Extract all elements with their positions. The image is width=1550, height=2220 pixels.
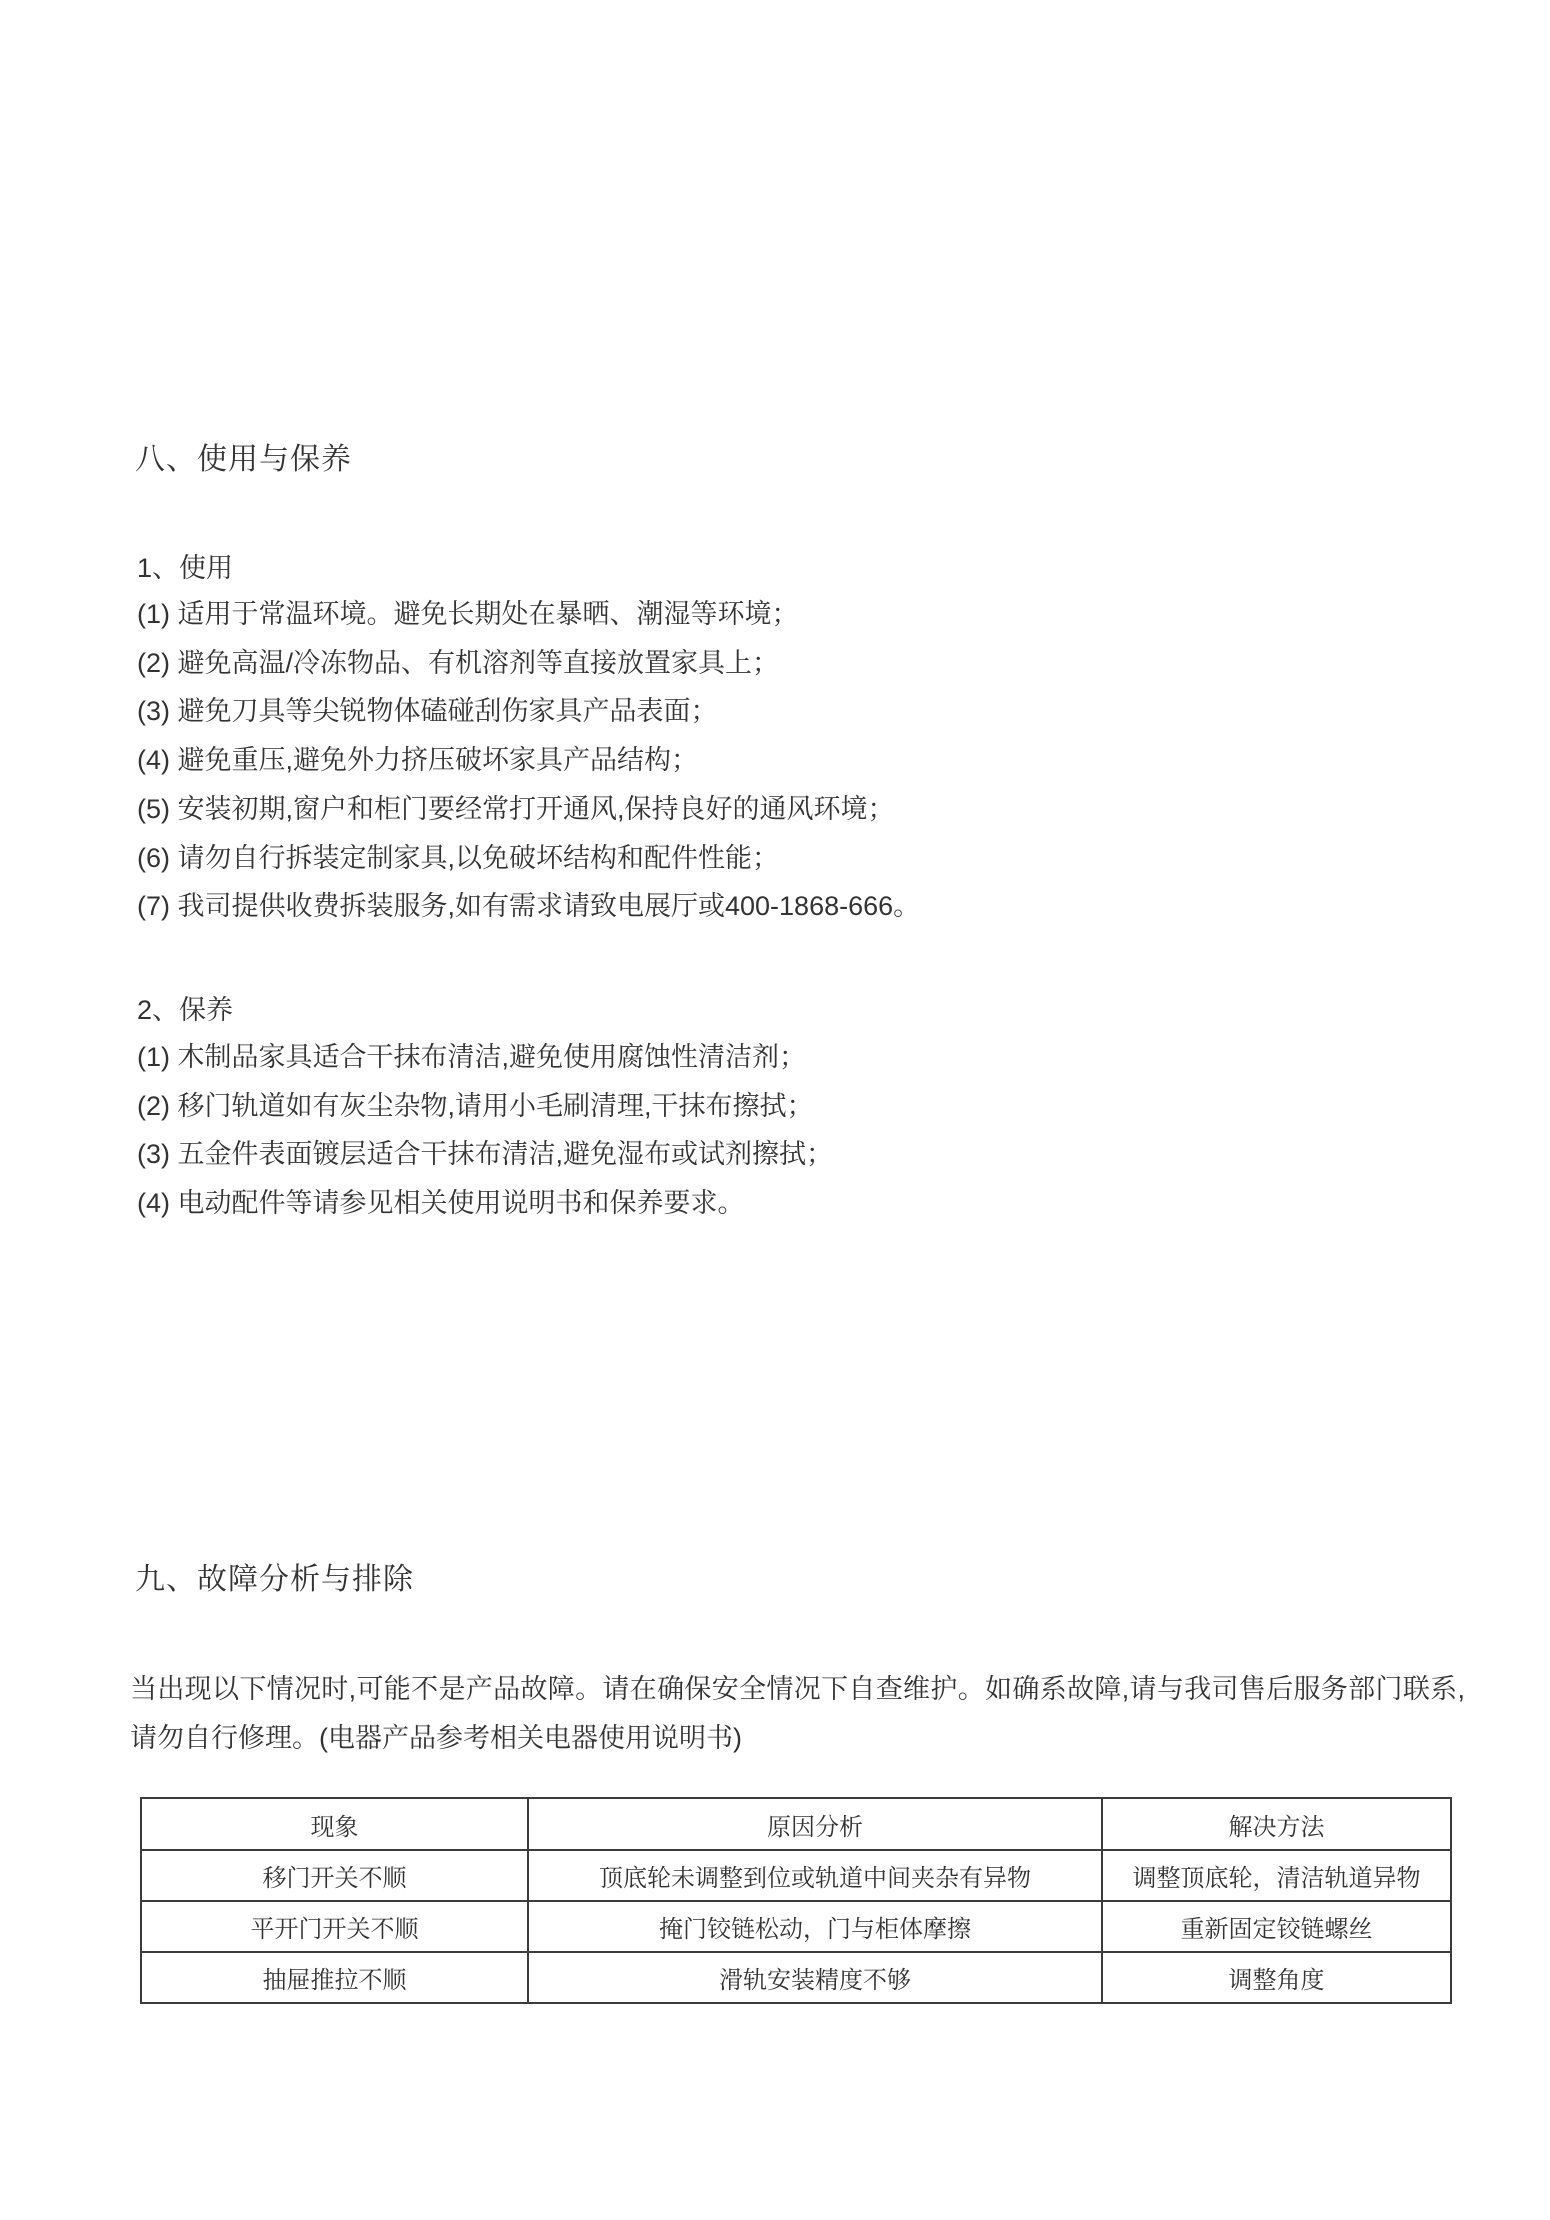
table-cell-phenomenon: 抽屉推拉不顺 — [141, 1952, 528, 2003]
list-item: (5) 安装初期,窗户和柜门要经常打开通风,保持良好的通风环境； — [137, 793, 895, 824]
table-header-row — [141, 1798, 1451, 1850]
list-item: (1) 适用于常温环境。避免长期处在暴晒、潮湿等环境； — [137, 599, 799, 629]
table-row — [141, 1901, 1451, 1952]
list-item: (2) 移门轨道如有灰尘杂物,请用小毛刷清理,干抹布擦拭； — [137, 1090, 814, 1121]
list-item: (4) 电动配件等请参见相关使用说明书和保养要求。 — [137, 1188, 745, 1219]
list-item: (6) 请勿自行拆装定制家具,以免破坏结构和配件性能； — [137, 842, 780, 873]
list-item: (7) 我司提供收费拆装服务,如有需求请致电展厅或400-1868-666。 — [137, 891, 921, 922]
table-cell-phenomenon: 移门开关不顺 — [141, 1850, 528, 1901]
list-item: (3) 避免刀具等尖锐物体磕碰刮伤家具产品表面； — [137, 696, 718, 727]
table-header-cell: 原因分析 — [528, 1798, 1102, 1850]
table-row — [141, 1952, 1451, 2003]
table-cell-cause: 掩门铰链松动，门与柜体摩擦 — [528, 1901, 1102, 1952]
table-cell-solution: 调整顶底轮，清洁轨道异物 — [1102, 1850, 1451, 1901]
troubleshooting-table — [140, 1797, 1452, 2004]
table-cell-cause: 顶底轮未调整到位或轨道中间夹杂有异物 — [528, 1850, 1102, 1901]
usage-list — [137, 590, 1470, 931]
table-header-cell: 解决方法 — [1102, 1798, 1451, 1850]
table-cell-cause: 滑轨安装精度不够 — [528, 1952, 1102, 2003]
section9-title: 九、故障分析与排除 — [135, 1563, 414, 1596]
intro-paragraph: 当出现以下情况时,可能不是产品故障。请在确保安全情况下自查维护。如确系故障,请与我司售后服务部门联系,请勿自行修理。(电器产品参考相关电器使用说明书) — [130, 1674, 1465, 1753]
care-subsection-title: 2、保养 — [137, 995, 234, 1025]
table-cell-phenomenon: 平开门开关不顺 — [141, 1901, 528, 1952]
list-item: (2) 避免高温/冷冻物品、有机溶剂等直接放置家具上； — [137, 647, 780, 678]
table-cell-solution: 重新固定铰链螺丝 — [1102, 1901, 1451, 1952]
list-item: (1) 木制品家具适合干抹布清洁,避免使用腐蚀性清洁剂； — [137, 1042, 807, 1072]
care-list — [137, 1033, 1470, 1228]
table-row — [141, 1850, 1451, 1901]
list-item: (4) 避免重压,避免外力挤压破坏家具产品结构； — [137, 745, 699, 776]
list-item: (3) 五金件表面镀层适合干抹布清洁,避免湿布或试剂擦拭； — [137, 1139, 834, 1170]
table-cell-solution: 调整角度 — [1102, 1952, 1451, 2003]
usage-subsection-title: 1、使用 — [137, 553, 234, 583]
table-header-cell: 现象 — [141, 1798, 528, 1850]
section8-title: 八、使用与保养 — [135, 443, 352, 476]
